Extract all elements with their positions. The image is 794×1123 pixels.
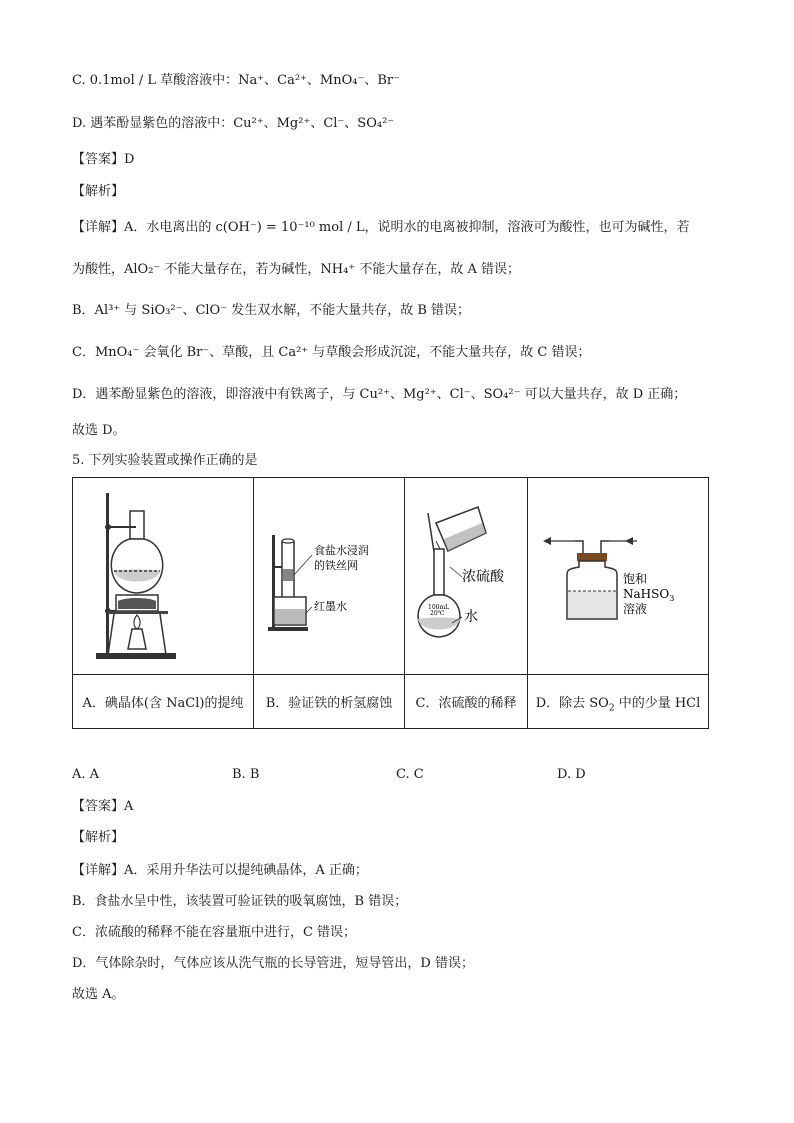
detail-5-b: B．食盐水呈中性，该装置可验证铁的吸氧腐蚀，B 错误； <box>72 894 408 909</box>
detail-5-c: C．浓硫酸的稀释不能在容量瓶中进行，C 错误； <box>72 925 357 940</box>
svg-text:红墨水: 红墨水 <box>314 600 347 613</box>
figure-d-cell <box>528 478 709 675</box>
gas-washing-figure <box>533 479 703 669</box>
figure-c-cell <box>405 478 528 675</box>
corrosion-apparatus-figure <box>254 479 404 669</box>
choose-line: 故选 D。 <box>72 423 126 438</box>
figure-b-cell <box>254 478 405 675</box>
detail-5-a: 【详解】A．采用升华法可以提纯碘晶体，A 正确； <box>72 863 368 878</box>
detail-5-d: D．气体除杂时，气体应该从洗气瓶的长导管进，短导管出，D 错误； <box>72 956 474 971</box>
option-b: B. B <box>232 767 260 782</box>
svg-text:浓硫酸: 浓硫酸 <box>462 569 504 585</box>
alcohol-lamp <box>128 629 146 649</box>
question-5-stem: 5. 下列实验装置或操作正确的是 <box>72 453 258 468</box>
svg-text:饱和: 饱和 <box>623 572 648 586</box>
svg-text:20℃: 20℃ <box>430 610 445 617</box>
option-c: C. C <box>396 767 424 782</box>
detail-a-line: 【详解】A．水电离出的 c(OH⁻) = 10⁻¹⁰ mol / L，说明水的电离被抑制，溶液可为酸性，也可为碱性，若 <box>72 220 690 235</box>
choose-line-5: 故选 A。 <box>72 987 125 1002</box>
option-d: D. D <box>557 767 586 782</box>
svg-text:食盐水浸润: 食盐水浸润 <box>314 544 369 557</box>
caption-d: D．除去 $SO_2$ 中的少量 HCl <box>528 675 709 729</box>
detail-c-line: C．MnO₄⁻ 会氧化 Br⁻、草酸，且 Ca²⁺ 与草酸会形成沉淀，不能大量共存，故 C 错误； <box>72 345 591 360</box>
option-a: A. A <box>72 767 100 782</box>
stopper <box>577 553 607 561</box>
apparatus-table <box>72 477 709 729</box>
svg-text:水: 水 <box>464 609 478 625</box>
sublimation-apparatus-figure <box>78 479 248 669</box>
svg-text:100mL: 100mL <box>428 604 450 611</box>
detail-b-line: B．Al³⁺ 与 SiO₃²⁻、ClO⁻ 发生双水解，不能大量共存，故 B 错误； <box>72 303 471 318</box>
option-d-line: D. 遇苯酚显紫色的溶液中：Cu²⁺、Mg²⁺、Cl⁻、SO₄²⁻ <box>72 116 395 131</box>
stand-rod <box>106 493 109 655</box>
answer-label-5: 【答案】A <box>72 799 134 814</box>
figure-a-cell <box>73 478 254 675</box>
caption-c: C．浓硫酸的稀释 <box>405 675 528 729</box>
option-c-line: C. 0.1mol / L 草酸溶液中：Na⁺、Ca²⁺、MnO₄⁻、Br⁻ <box>72 73 400 88</box>
svg-text:NaHSO3: NaHSO$_3$ <box>623 587 675 603</box>
detail-d-line: D．遇苯酚显紫色的溶液，即溶液中有铁离子，与 Cu²⁺、Mg²⁺、Cl⁻、SO₄²⁻ 可以大量共存，故 D 正确； <box>72 387 687 402</box>
caption-b: B．验证铁的析氢腐蚀 <box>254 675 405 729</box>
analysis-label-5: 【解析】 <box>72 830 125 845</box>
caption-a: A．碘晶体(含 NaCl)的提纯 <box>73 675 254 729</box>
answer-label: 【答案】D <box>72 152 135 167</box>
svg-text:溶液: 溶液 <box>623 602 648 616</box>
round-flask <box>111 539 162 593</box>
detail-a-line-2: 为酸性，AlO₂⁻ 不能大量存在，若为碱性，NH₄⁺ 不能大量存在，故 A 错误； <box>72 262 520 277</box>
svg-text:的铁丝网: 的铁丝网 <box>314 559 358 572</box>
dilution-figure <box>406 479 526 669</box>
analysis-label: 【解析】 <box>72 184 125 199</box>
